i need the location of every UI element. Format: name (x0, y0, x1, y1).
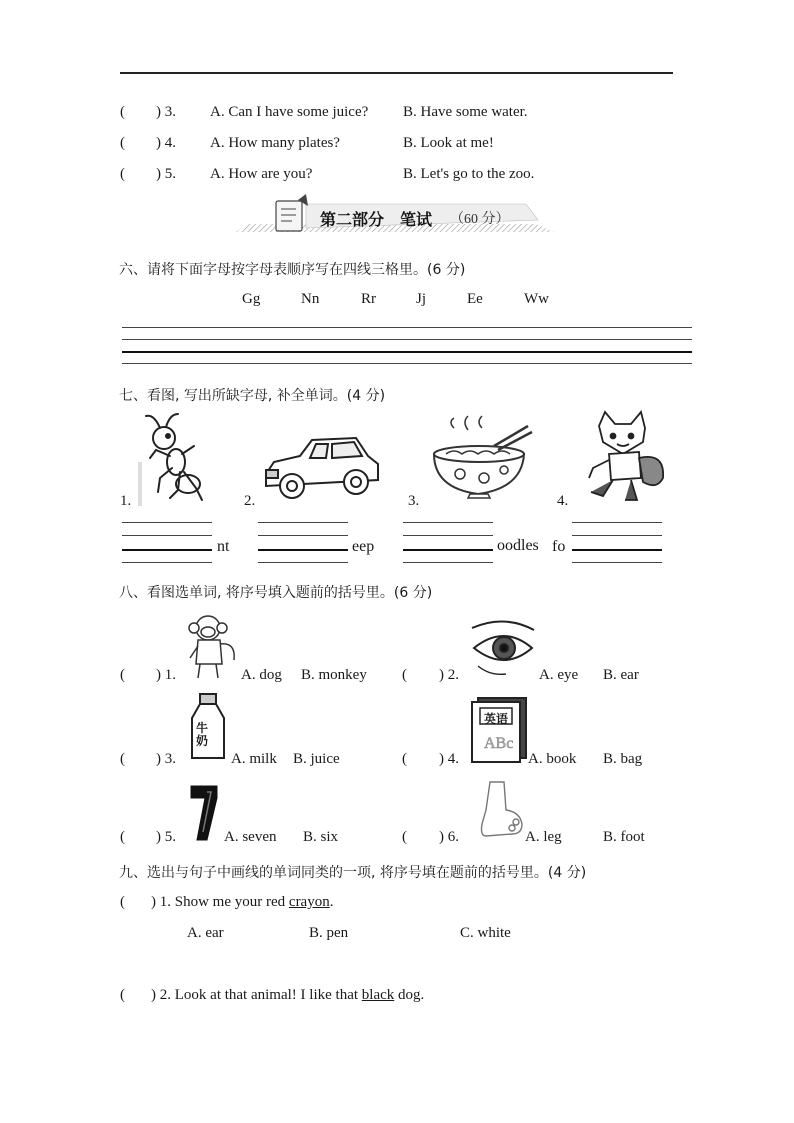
answer-paren-open: ( (120, 104, 125, 120)
letter-item: Rr (361, 291, 376, 307)
answer-paren-open: ( (120, 751, 125, 767)
option-a: A. How are you? (210, 166, 313, 182)
underlined-word: black (361, 987, 395, 1003)
option-b: B. Let's go to the zoo. (403, 166, 535, 182)
answer-paren-open: ( (120, 987, 125, 1003)
book-image (468, 696, 528, 766)
letter-item: Gg (242, 291, 261, 307)
section-banner (236, 198, 554, 238)
section-9-heading: 九、选出与句子中画线的单词同类的一项, 将序号填在题前的括号里。(4 分) (119, 865, 587, 881)
word-writing-lines[interactable] (122, 522, 212, 562)
letter-item: Ee (467, 291, 483, 307)
word-suffix: nt (217, 538, 230, 555)
number-seven-image (189, 784, 219, 842)
question-number: ) 3. (156, 751, 176, 767)
question-9-1 (120, 894, 333, 911)
option-a: A. milk (231, 751, 277, 767)
question-number: ) 4. (156, 135, 176, 151)
answer-paren-open: ( (402, 751, 407, 767)
option-a: A. dog (241, 667, 282, 683)
letter-item: Nn (301, 291, 320, 307)
item-number: 2. (244, 493, 256, 509)
answer-paren-open: ( (402, 829, 407, 845)
question-text-end: dog. (394, 987, 425, 1003)
item-number: 3. (408, 493, 420, 509)
question-text: ) 2. Look at that animal! I like that (151, 987, 362, 1003)
foot-image (476, 780, 524, 842)
word-writing-lines[interactable] (572, 522, 662, 562)
fox-image (585, 412, 669, 502)
section-6-heading: 六、请将下面字母按字母表顺序写在四线三格里。(6 分) (119, 262, 466, 278)
item-number: 1. (120, 493, 132, 509)
option-b: B. Have some water. (403, 104, 528, 120)
option-b: B. pen (309, 925, 349, 941)
banner-score: （60 分） (450, 212, 510, 227)
answer-paren-open: ( (120, 135, 125, 151)
option-b: B. ear (603, 667, 639, 683)
question-number: ) 6. (439, 829, 459, 845)
word-writing-lines[interactable] (258, 522, 348, 562)
section-8-heading: 八、看图选单词, 将序号填入题前的括号里。(6 分) (119, 585, 433, 601)
answer-paren-open: ( (402, 667, 407, 683)
four-line-writing-grid[interactable] (122, 327, 692, 365)
word-suffix: oodles (497, 537, 539, 554)
top-rule (120, 72, 673, 74)
word-prefix: fo (552, 538, 566, 555)
question-number: ) 5. (156, 829, 176, 845)
answer-paren-open: ( (120, 667, 125, 683)
letter-item: Ww (524, 291, 549, 307)
underlined-word: crayon (288, 894, 330, 910)
item-number: 4. (557, 493, 569, 509)
letter-item: Jj (416, 291, 427, 307)
question-text: ) 1. Show me your red (151, 894, 289, 910)
question-text-end: . (329, 894, 334, 910)
option-a: A. leg (525, 829, 562, 845)
jeep-image (260, 434, 382, 504)
question-number: ) 1. (156, 667, 176, 683)
option-b: B. juice (293, 751, 340, 767)
option-c: C. white (460, 925, 511, 941)
answer-paren-open: ( (120, 829, 125, 845)
option-b: B. foot (603, 829, 645, 845)
option-a: A. book (528, 751, 577, 767)
option-b: B. Look at me! (403, 135, 494, 151)
question-number: ) 3. (156, 104, 176, 120)
ant-image (138, 412, 210, 504)
answer-paren-open: ( (120, 894, 125, 910)
eye-image (470, 620, 536, 680)
word-suffix: eep (352, 538, 375, 555)
question-number: ) 4. (439, 751, 459, 767)
book-label: 英语 (484, 712, 509, 726)
option-b: B. six (303, 829, 339, 845)
option-a: A. eye (539, 667, 579, 683)
svg-text:ABc: ABc (484, 735, 514, 752)
option-b: B. monkey (301, 667, 367, 683)
noodle-bowl-image (428, 418, 532, 504)
answer-paren-open: ( (120, 166, 125, 182)
option-a: A. Can I have some juice? (210, 104, 369, 120)
banner-title: 第二部分 笔试 (320, 210, 433, 229)
option-a: A. seven (224, 829, 277, 845)
question-number: ) 2. (439, 667, 459, 683)
bottle-label: 牛奶 (196, 721, 209, 748)
option-a: A. ear (187, 925, 224, 941)
question-number: ) 5. (156, 166, 176, 182)
monkey-image (186, 612, 238, 680)
question-9-2 (120, 987, 424, 1004)
section-7-heading: 七、看图, 写出所缺字母, 补全单词。(4 分) (119, 388, 386, 404)
option-a: A. How many plates? (210, 135, 340, 151)
option-b: B. bag (603, 751, 643, 767)
word-writing-lines[interactable] (403, 522, 493, 562)
